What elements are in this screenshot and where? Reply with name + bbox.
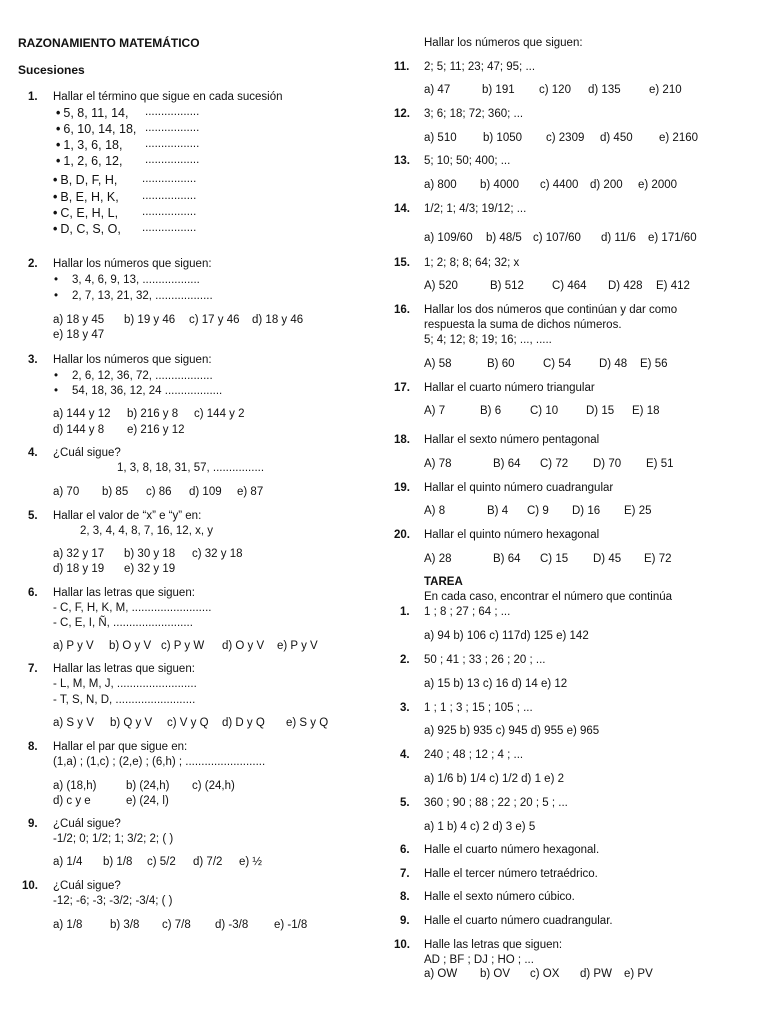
option: c) 144 y 2 bbox=[194, 408, 245, 420]
homework-intro: En cada caso, encontrar el número que continúa bbox=[424, 591, 673, 603]
option: e) 210 bbox=[649, 84, 682, 96]
question-text: Hallar los números que siguen: bbox=[53, 258, 212, 270]
option: c) 17 y 46 bbox=[189, 314, 240, 326]
option: c) 7/8 bbox=[162, 919, 191, 931]
option: b) 1050 bbox=[483, 132, 523, 144]
option: A) 58 bbox=[424, 358, 452, 370]
question-number: 1. bbox=[28, 91, 38, 103]
question-number: 10. bbox=[22, 880, 38, 892]
option: b) O y V bbox=[109, 640, 152, 652]
option: A) 7 bbox=[424, 405, 446, 417]
question-text: Halle el tercer número tetraédrico. bbox=[424, 868, 598, 880]
letter-sequence: - L, M, M, J, ......................... bbox=[53, 678, 197, 690]
question-text: 1; 2; 8; 8; 64; 32; x bbox=[424, 257, 520, 269]
sequence-item: • 6, 10, 14, 18, bbox=[56, 121, 136, 137]
option: d) 450 bbox=[600, 132, 633, 144]
question-text: Halle el sexto número cúbico. bbox=[424, 891, 575, 903]
sequence-item: • C, E, H, L, bbox=[53, 205, 118, 221]
option: E) 72 bbox=[644, 553, 672, 565]
question-number: 5. bbox=[400, 797, 410, 809]
answer-blank: ................. bbox=[142, 222, 197, 234]
option: c) 4400 bbox=[540, 179, 579, 191]
letter-sequence: - C, F, H, K, M, ......................... bbox=[53, 602, 212, 614]
option: b) 85 bbox=[102, 486, 129, 498]
answer-blank: ................. bbox=[145, 122, 200, 134]
option: B) 6 bbox=[480, 405, 502, 417]
question-text: Hallar las letras que siguen: bbox=[53, 587, 195, 599]
option: D) 45 bbox=[593, 553, 622, 565]
option: b) 3/8 bbox=[110, 919, 140, 931]
option: D) 70 bbox=[593, 458, 622, 470]
sequence-item: • 5, 8, 11, 14, bbox=[56, 105, 129, 121]
option: b) 191 bbox=[482, 84, 515, 96]
option: d) 109 bbox=[189, 486, 222, 498]
question-number: 8. bbox=[28, 741, 38, 753]
option: e) 216 y 12 bbox=[127, 424, 185, 436]
option: b) (24,h) bbox=[126, 780, 170, 792]
option: d) -3/8 bbox=[215, 919, 249, 931]
option: B) 60 bbox=[487, 358, 515, 370]
letter-sequence: - C, E, I, Ñ, ......................... bbox=[53, 617, 193, 629]
option: a) 70 bbox=[53, 486, 80, 498]
option: b) Q y V bbox=[110, 717, 153, 729]
option: d) O y V bbox=[222, 640, 265, 652]
option: d) D y Q bbox=[222, 717, 265, 729]
question-number: 7. bbox=[28, 663, 38, 675]
option: B) 4 bbox=[487, 505, 509, 517]
option: e) 18 y 47 bbox=[53, 329, 105, 341]
option: e) -1/8 bbox=[274, 919, 308, 931]
section-intro: Hallar los números que siguen: bbox=[424, 37, 583, 49]
option: E) 25 bbox=[624, 505, 652, 517]
question-text: Hallar el quinto número cuadrangular bbox=[424, 482, 614, 494]
question-number: 2. bbox=[28, 258, 38, 270]
question-number: 16. bbox=[394, 304, 410, 316]
question-text: 5; 10; 50; 400; ... bbox=[424, 155, 511, 167]
option: a) P y V bbox=[53, 640, 94, 652]
option: D) 15 bbox=[586, 405, 615, 417]
question-number: 17. bbox=[394, 382, 410, 394]
question-number: 2. bbox=[400, 654, 410, 666]
question-text: 1 ; 1 ; 3 ; 15 ; 105 ; ... bbox=[424, 702, 533, 714]
option-line: a) 925 b) 935 c) 945 d) 955 e) 965 bbox=[424, 725, 600, 737]
question-text: 2; 5; 11; 23; 47; 95; ... bbox=[424, 61, 536, 73]
option: D) 48 bbox=[599, 358, 628, 370]
question-text: 360 ; 90 ; 88 ; 22 ; 20 ; 5 ; ... bbox=[424, 797, 568, 809]
option: d) PW bbox=[580, 968, 612, 980]
question-text: Halle el cuarto número cuadrangular. bbox=[424, 915, 613, 927]
question-text: Hallar el término que sigue en cada sucesión bbox=[53, 91, 283, 103]
homework-title: TAREA bbox=[424, 576, 463, 588]
question-number: 15. bbox=[394, 257, 410, 269]
question-number: 4. bbox=[400, 749, 410, 761]
question-number: 18. bbox=[394, 434, 410, 446]
section-title: Sucesiones bbox=[18, 63, 85, 77]
answer-blank: ................. bbox=[145, 154, 200, 166]
sequence-item: • 3, 4, 6, 9, 13, .................. bbox=[54, 273, 200, 288]
question-text: 3; 6; 18; 72; 360; ... bbox=[424, 108, 524, 120]
option: b) 30 y 18 bbox=[124, 548, 176, 560]
answer-blank: ................. bbox=[145, 106, 200, 118]
question-text: Hallar el quinto número hexagonal bbox=[424, 529, 600, 541]
question-text: 50 ; 41 ; 33 ; 26 ; 20 ; ... bbox=[424, 654, 546, 666]
option: a) 1/8 bbox=[53, 919, 83, 931]
option: a) 510 bbox=[424, 132, 457, 144]
question-text: 240 ; 48 ; 12 ; 4 ; ... bbox=[424, 749, 524, 761]
sequence-item: • D, C, S, O, bbox=[53, 221, 121, 237]
option: d) 18 y 46 bbox=[252, 314, 304, 326]
option: C) 72 bbox=[540, 458, 569, 470]
option: a) 109/60 bbox=[424, 232, 473, 244]
question-number: 19. bbox=[394, 482, 410, 494]
option: a) 1/4 bbox=[53, 856, 83, 868]
option-line: a) 1/6 b) 1/4 c) 1/2 d) 1 e) 2 bbox=[424, 773, 564, 785]
option: e) S y Q bbox=[286, 717, 329, 729]
question-number: 11. bbox=[394, 61, 410, 73]
question-number: 6. bbox=[28, 587, 38, 599]
sequence: 2, 3, 4, 4, 8, 7, 16, 12, x, y bbox=[80, 525, 213, 537]
option: e) (24, l) bbox=[126, 795, 169, 807]
question-number: 14. bbox=[394, 203, 410, 215]
option: a) OW bbox=[424, 968, 458, 980]
option: c) 86 bbox=[146, 486, 172, 498]
question-number: 7. bbox=[400, 868, 410, 880]
option: C) 54 bbox=[543, 358, 572, 370]
option: C) 9 bbox=[527, 505, 549, 517]
question-text: Hallar el par que sigue en: bbox=[53, 741, 188, 753]
option: e) 32 y 19 bbox=[124, 563, 176, 575]
sequence: 5; 4; 12; 8; 19; 16; ..., ..... bbox=[424, 334, 552, 346]
question-text: Hallar el sexto número pentagonal bbox=[424, 434, 600, 446]
question-text: respuesta la suma de dichos números. bbox=[424, 319, 622, 331]
option: a) 32 y 17 bbox=[53, 548, 105, 560]
question-text: Hallar los dos números que continúan y dar como bbox=[424, 304, 678, 316]
question-number: 3. bbox=[28, 354, 38, 366]
option: a) 144 y 12 bbox=[53, 408, 111, 420]
question-text: Halle las letras que siguen: bbox=[424, 939, 563, 951]
question-text: Hallar el valor de “x” e “y” en: bbox=[53, 510, 202, 522]
option: c) V y Q bbox=[167, 717, 209, 729]
sequence-item: • 1, 3, 6, 18, bbox=[56, 137, 122, 153]
question-text: ¿Cuál sigue? bbox=[53, 447, 121, 459]
question-number: 4. bbox=[28, 447, 38, 459]
option: c) 120 bbox=[539, 84, 571, 96]
option: A) 520 bbox=[424, 280, 458, 292]
option: e) PV bbox=[624, 968, 653, 980]
option: a) 47 bbox=[424, 84, 451, 96]
sequence: 1, 3, 8, 18, 31, 57, ................ bbox=[117, 462, 265, 474]
question-text: Hallar las letras que siguen: bbox=[53, 663, 195, 675]
question-text: Hallar los números que siguen: bbox=[53, 354, 212, 366]
question-text: Hallar el cuarto número triangular bbox=[424, 382, 595, 394]
question-number: 6. bbox=[400, 844, 410, 856]
sequence: AD ; BF ; DJ ; HO ; ... bbox=[424, 954, 534, 966]
option: A) 78 bbox=[424, 458, 452, 470]
question-text: ¿Cuál sigue? bbox=[53, 880, 121, 892]
option: c) 5/2 bbox=[147, 856, 176, 868]
option: e) ½ bbox=[239, 856, 263, 868]
question-number: 5. bbox=[28, 510, 38, 522]
option-line: a) 94 b) 106 c) 117d) 125 e) 142 bbox=[424, 630, 589, 642]
question-text: ¿Cuál sigue? bbox=[53, 818, 121, 830]
page-title: RAZONAMIENTO MATEMÁTICO bbox=[18, 36, 200, 50]
option: d) 200 bbox=[590, 179, 623, 191]
option: e) 2160 bbox=[659, 132, 699, 144]
question-number: 3. bbox=[400, 702, 410, 714]
option: d) 18 y 19 bbox=[53, 563, 105, 575]
option: D) 428 bbox=[608, 280, 643, 292]
sequence-item: • 54, 18, 36, 12, 24 .................. bbox=[54, 384, 222, 399]
question-number: 8. bbox=[400, 891, 410, 903]
question-number: 20. bbox=[394, 529, 410, 541]
option: c) 32 y 18 bbox=[192, 548, 243, 560]
option: B) 64 bbox=[493, 553, 521, 565]
option: e) 171/60 bbox=[648, 232, 697, 244]
question-number: 12. bbox=[394, 108, 410, 120]
option: E) 18 bbox=[632, 405, 660, 417]
option: c) 107/60 bbox=[533, 232, 581, 244]
letter-sequence: - T, S, N, D, ......................... bbox=[53, 694, 196, 706]
sequence-item: • 1, 2, 6, 12, bbox=[56, 153, 122, 169]
option: b) OV bbox=[480, 968, 511, 980]
option: e) 87 bbox=[237, 486, 264, 498]
sequence-item: • B, E, H, K, bbox=[53, 189, 119, 205]
option: E) 412 bbox=[656, 280, 690, 292]
sequence-item: • B, D, F, H, bbox=[53, 172, 117, 188]
question-text: Halle el cuarto número hexagonal. bbox=[424, 844, 600, 856]
option: b) 1/8 bbox=[103, 856, 133, 868]
option-line: a) 15 b) 13 c) 16 d) 14 e) 12 bbox=[424, 678, 568, 690]
question-text: 1 ; 8 ; 27 ; 64 ; ... bbox=[424, 606, 511, 618]
option-line: a) 1 b) 4 c) 2 d) 3 e) 5 bbox=[424, 821, 536, 833]
option: E) 51 bbox=[646, 458, 674, 470]
option: e) 2000 bbox=[638, 179, 678, 191]
option: b) 4000 bbox=[480, 179, 520, 191]
option: C) 464 bbox=[552, 280, 587, 292]
sequence: -12; -6; -3; -3/2; -3/4; ( ) bbox=[53, 895, 173, 907]
option: d) c y e bbox=[53, 795, 91, 807]
question-number: 10. bbox=[394, 939, 410, 951]
question-number: 9. bbox=[28, 818, 38, 830]
answer-blank: ................. bbox=[142, 190, 197, 202]
option: D) 16 bbox=[572, 505, 601, 517]
option: c) 2309 bbox=[546, 132, 585, 144]
option: d) 144 y 8 bbox=[53, 424, 105, 436]
question-number: 13. bbox=[394, 155, 410, 167]
sequence: (1,a) ; (1,c) ; (2,e) ; (6,h) ; ......................... bbox=[53, 756, 266, 768]
question-number: 9. bbox=[400, 915, 410, 927]
option: E) 56 bbox=[640, 358, 668, 370]
option: a) 800 bbox=[424, 179, 457, 191]
option: c) (24,h) bbox=[192, 780, 235, 792]
sequence-item: • 2, 7, 13, 21, 32, .................. bbox=[54, 289, 213, 304]
option: B) 512 bbox=[490, 280, 524, 292]
option: b) 19 y 46 bbox=[124, 314, 176, 326]
option: b) 48/5 bbox=[486, 232, 522, 244]
answer-blank: ................. bbox=[142, 173, 197, 185]
option: d) 7/2 bbox=[193, 856, 223, 868]
option: e) P y V bbox=[277, 640, 318, 652]
question-number: 1. bbox=[400, 606, 410, 618]
option: a) 18 y 45 bbox=[53, 314, 105, 326]
option: A) 8 bbox=[424, 505, 446, 517]
answer-blank: ................. bbox=[145, 138, 200, 150]
option: C) 15 bbox=[540, 553, 569, 565]
option: a) (18,h) bbox=[53, 780, 97, 792]
option: C) 10 bbox=[530, 405, 559, 417]
option: A) 28 bbox=[424, 553, 452, 565]
question-text: 1/2; 1; 4/3; 19/12; ... bbox=[424, 203, 527, 215]
sequence: -1/2; 0; 1/2; 1; 3/2; 2; ( ) bbox=[53, 833, 174, 845]
option: d) 11/6 bbox=[601, 232, 636, 244]
answer-blank: ................. bbox=[142, 206, 197, 218]
option: B) 64 bbox=[493, 458, 521, 470]
option: c) P y W bbox=[161, 640, 205, 652]
option: c) OX bbox=[530, 968, 560, 980]
option: b) 216 y 8 bbox=[127, 408, 179, 420]
option: d) 135 bbox=[588, 84, 621, 96]
sequence-item: • 2, 6, 12, 36, 72, .................. bbox=[54, 369, 213, 384]
option: a) S y V bbox=[53, 717, 94, 729]
